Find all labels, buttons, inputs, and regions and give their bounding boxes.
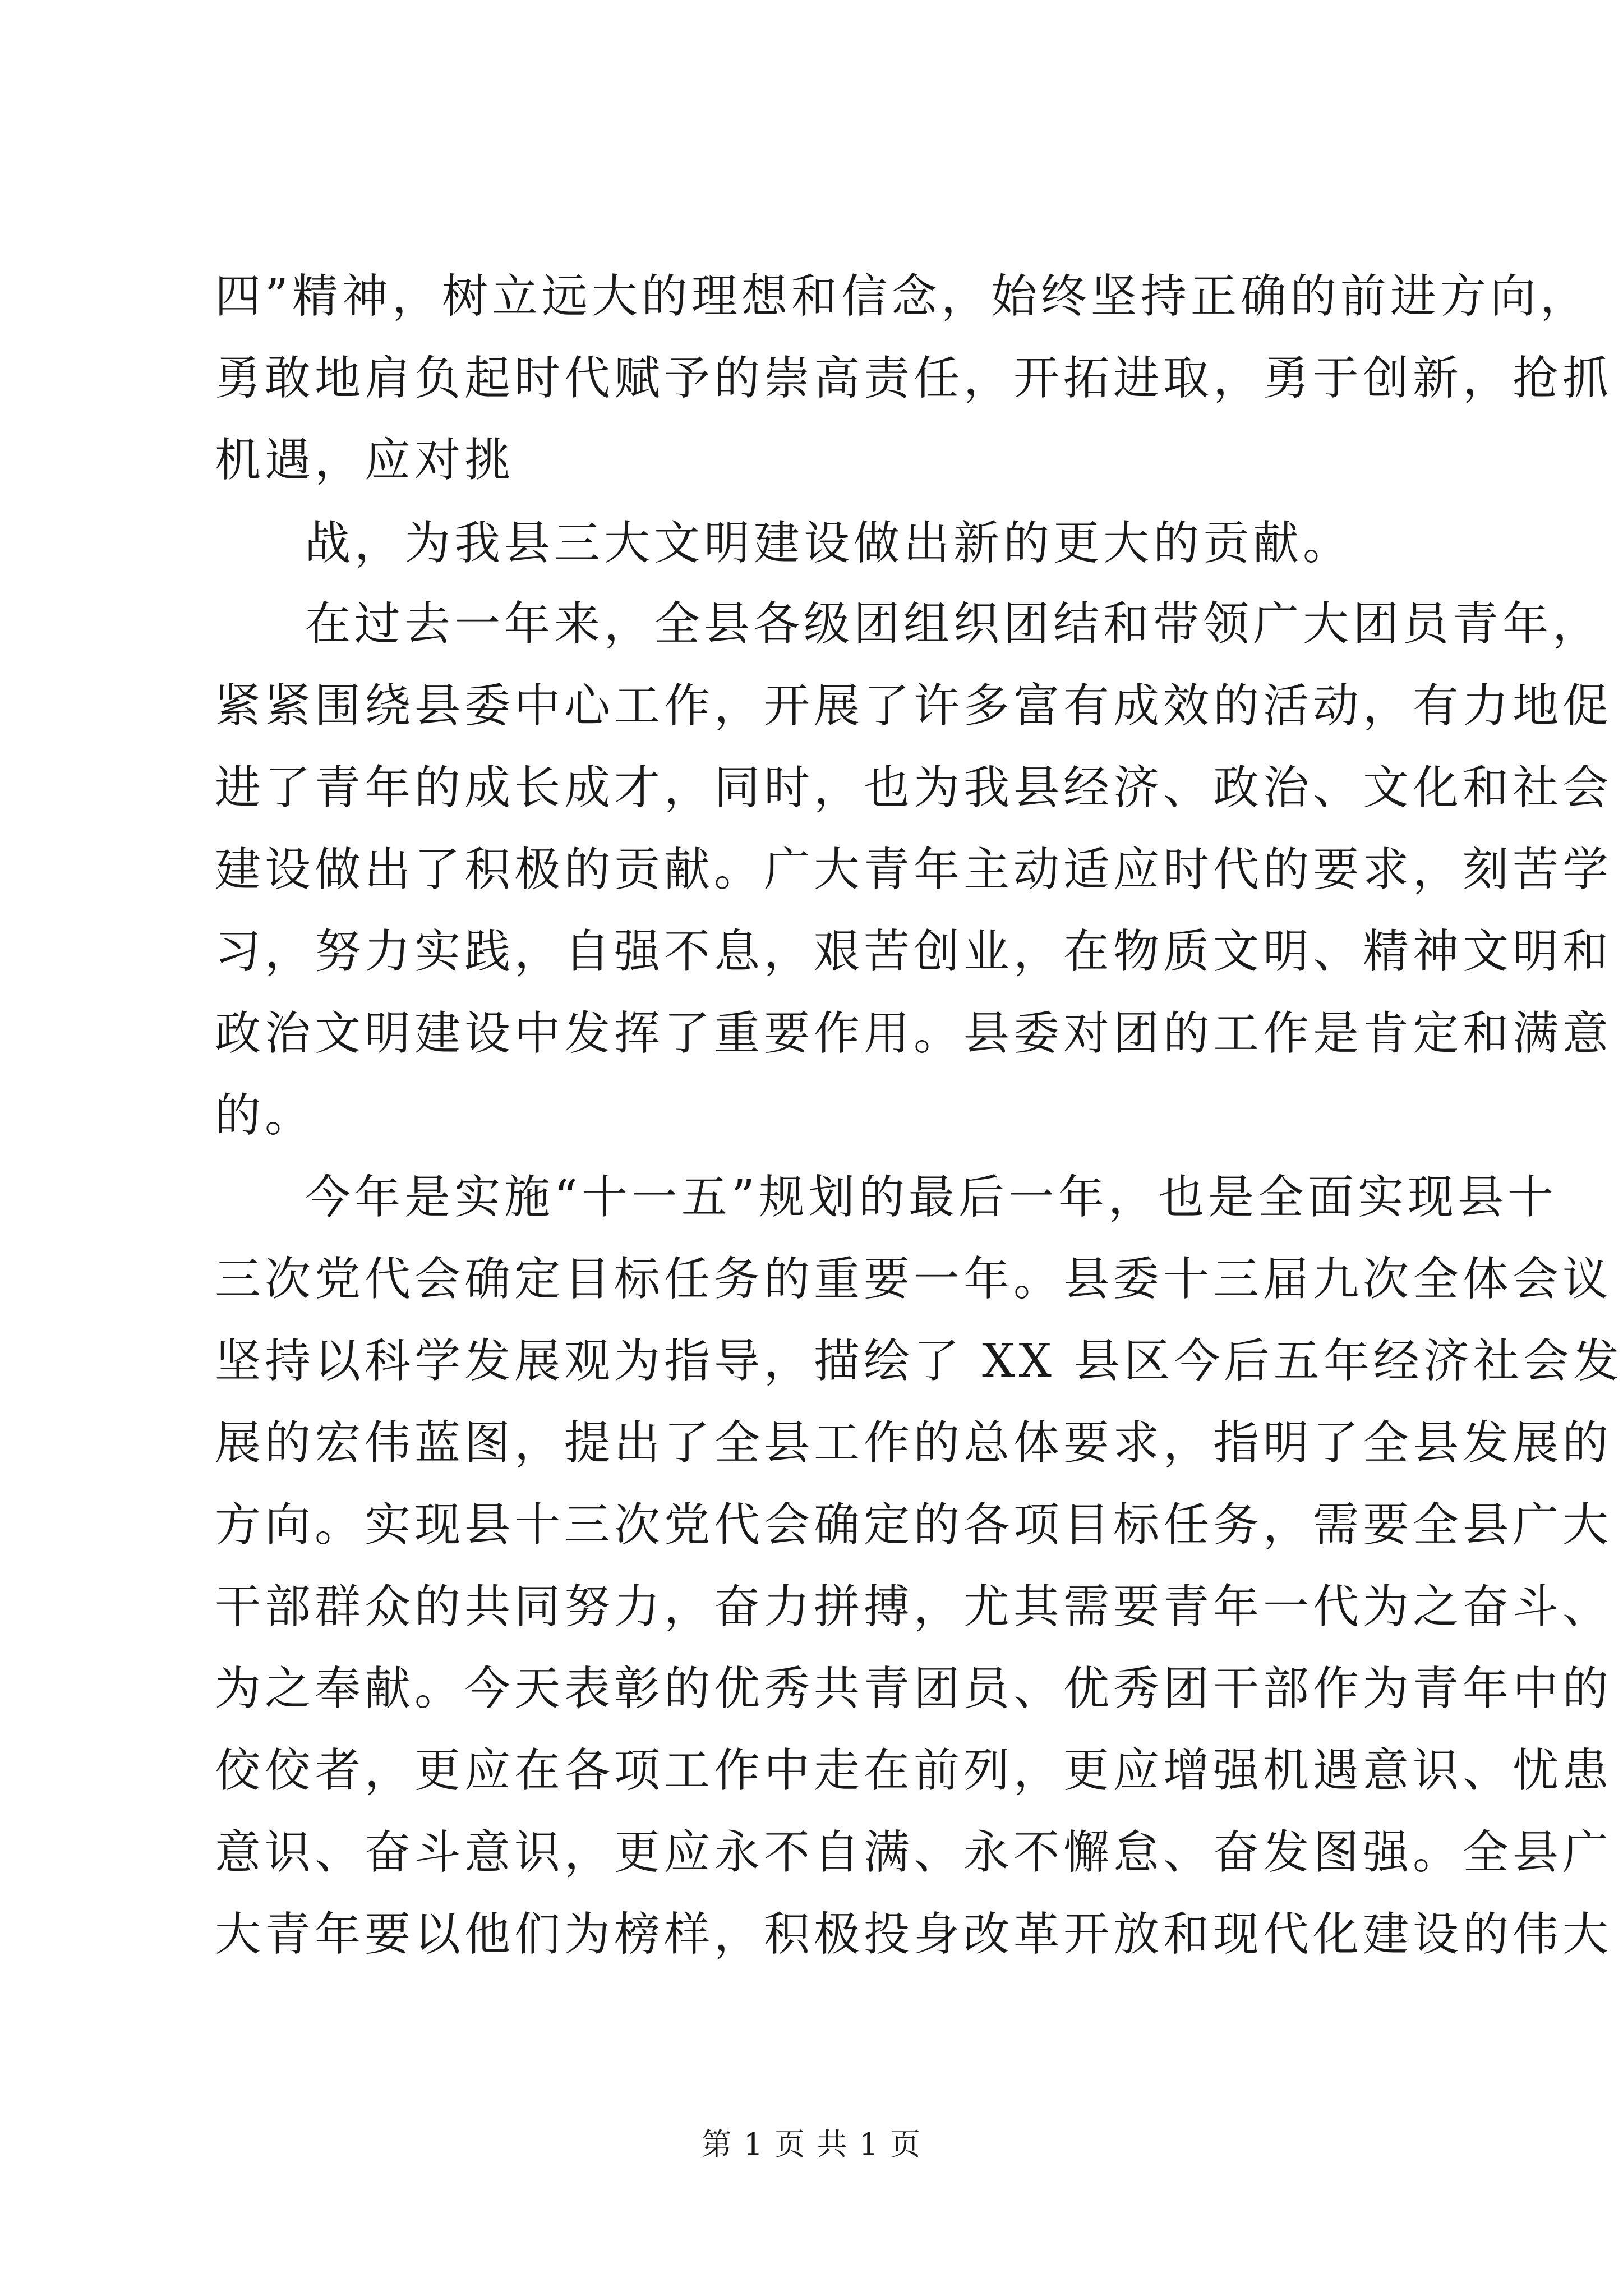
body-line: 习，努力实践，自强不息，艰苦创业，在物质文明、精神文明和 — [215, 925, 1613, 978]
body-line: 坚持以科学发展观为指导，描绘了 XX 县区今后五年经济社会发 — [215, 1335, 1623, 1388]
body-line: 机遇，应对挑 — [215, 434, 515, 487]
body-line: 方向。实现县十三次党代会确定的各项目标任务，需要全县广大 — [215, 1498, 1613, 1552]
body-line: 政治文明建设中发挥了重要作用。县委对团的工作是肯定和满意 — [215, 1007, 1613, 1060]
body-line: 今年是实施“十一五”规划的最后一年，也是全面实现县十 — [305, 1171, 1557, 1224]
body-line: 紧紧围绕县委中心工作，开展了许多富有成效的活动，有力地促 — [215, 679, 1613, 733]
body-line: 进了青年的成长成才，同时，也为我县经济、政治、文化和社会 — [215, 761, 1613, 815]
body-line: 为之奉献。今天表彰的优秀共青团员、优秀团干部作为青年中的 — [215, 1662, 1613, 1715]
page-footer: 第 1 页 共 1 页 — [701, 2127, 922, 2162]
body-line: 四”精神，树立远大的理想和信念，始终坚持正确的前进方向， — [215, 270, 1590, 323]
body-line: 佼佼者，更应在各项工作中走在前列，更应增强机遇意识、忧患 — [215, 1744, 1613, 1797]
body-line: 三次党代会确定目标任务的重要一年。县委十三届九次全体会议 — [215, 1253, 1613, 1306]
body-line: 勇敢地肩负起时代赋予的崇高责任，开拓进取，勇于创新，抢抓 — [215, 352, 1613, 405]
body-line: 建设做出了积极的贡献。广大青年主动适应时代的要求，刻苦学 — [215, 843, 1613, 896]
body-line: 大青年要以他们为榜样，积极投身改革开放和现代化建设的伟大 — [215, 1908, 1613, 1961]
body-line: 在过去一年来，全县各级团组织团结和带领广大团员青年， — [305, 597, 1603, 651]
body-line: 战，为我县三大文明建设做出新的更大的贡献。 — [305, 517, 1353, 570]
body-line: 干部群众的共同努力，奋力拼搏，尤其需要青年一代为之奋斗、 — [215, 1580, 1613, 1634]
body-line: 意识、奋斗意识，更应永不自满、永不懈怠、奋发图强。全县广 — [215, 1826, 1613, 1879]
body-line: 的。 — [215, 1089, 315, 1142]
body-line: 展的宏伟蓝图，提出了全县工作的总体要求，指明了全县发展的 — [215, 1416, 1613, 1470]
